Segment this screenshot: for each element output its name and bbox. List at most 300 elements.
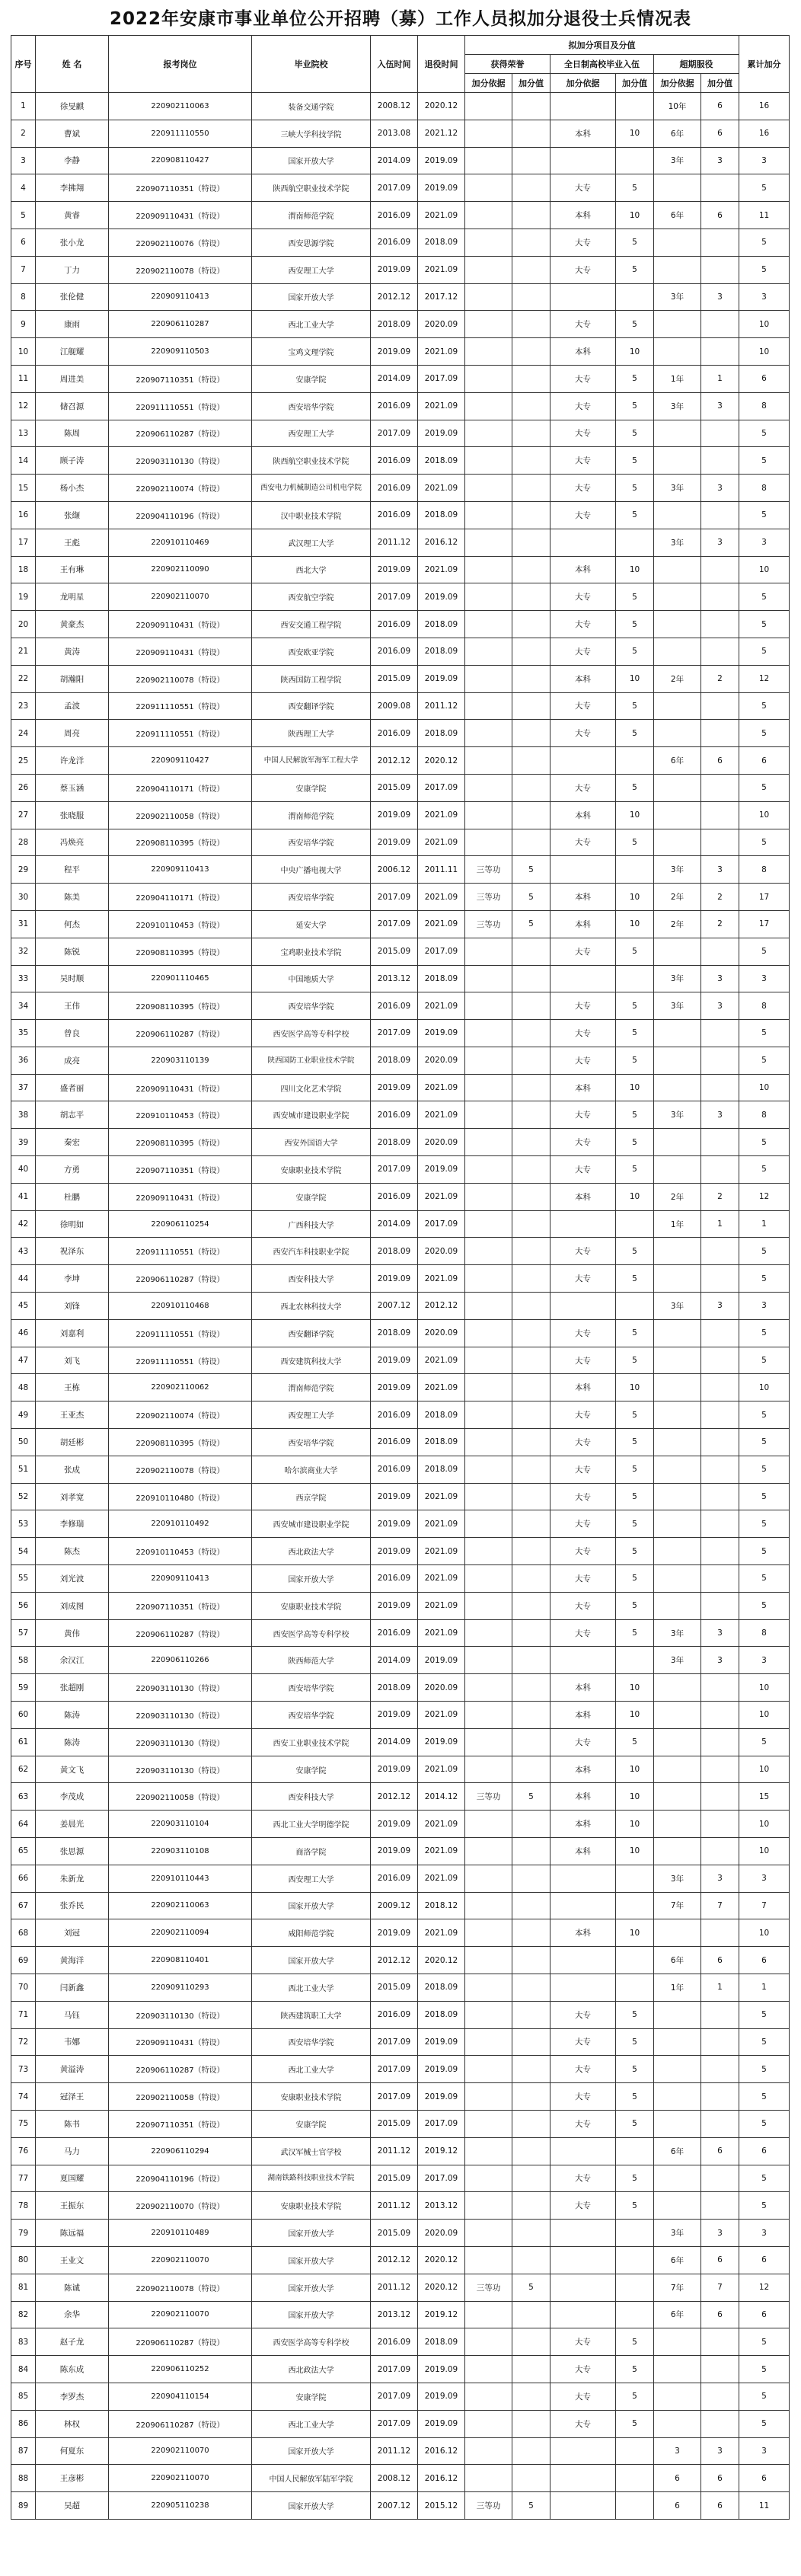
row-school: 陕西国防工业职业技术学院 <box>252 1047 371 1074</box>
row-award-value <box>512 1865 550 1892</box>
row-edu-basis: 大专 <box>550 692 616 720</box>
row-name: 张伦健 <box>36 283 109 311</box>
row-enlist: 2019.09 <box>371 1811 418 1838</box>
row-total: 5 <box>739 229 790 256</box>
row-app-no: 220908110401 <box>109 1947 252 1974</box>
table-row <box>11 665 790 692</box>
row-name: 李茂成 <box>36 1783 109 1811</box>
row-service-basis: 3年 <box>654 856 701 884</box>
table-row <box>11 611 790 638</box>
row-service-value: 6 <box>701 93 739 120</box>
row-school: 西北工业大学 <box>252 311 371 338</box>
row-total: 5 <box>739 1347 790 1374</box>
row-edu-value: 5 <box>616 2192 654 2220</box>
row-service-value: 3 <box>701 1865 739 1892</box>
row-edu-value: 5 <box>616 638 654 665</box>
row-edu-value: 5 <box>616 692 654 720</box>
row-edu-basis <box>550 283 616 311</box>
row-award-value <box>512 1347 550 1374</box>
row-school: 咸阳师范学院 <box>252 1919 371 1947</box>
row-award-basis <box>465 1074 512 1101</box>
row-edu-value: 5 <box>616 2110 654 2137</box>
row-name: 祝泽东 <box>36 1238 109 1265</box>
row-enlist: 2011.12 <box>371 2437 418 2465</box>
row-award-value <box>512 2001 550 2028</box>
row-name: 成亮 <box>36 1047 109 1074</box>
row-no: 27 <box>11 801 36 829</box>
row-no: 85 <box>11 2383 36 2410</box>
row-award-basis <box>465 1538 512 1565</box>
row-service-value: 3 <box>701 1619 739 1647</box>
row-total: 5 <box>739 774 790 801</box>
row-service-value <box>701 2001 739 2028</box>
row-enlist: 2017.09 <box>371 2056 418 2083</box>
row-total: 1 <box>739 1974 790 2001</box>
row-award-basis <box>465 1265 512 1293</box>
row-total: 5 <box>739 501 790 529</box>
row-app-no: 220910110453（特设） <box>109 910 252 938</box>
row-service-basis <box>654 1728 701 1756</box>
row-total: 5 <box>739 1047 790 1074</box>
row-total: 5 <box>739 938 790 965</box>
row-service-value: 3 <box>701 147 739 174</box>
table-row <box>11 2383 790 2410</box>
table-row <box>11 2274 790 2301</box>
row-name: 张思源 <box>36 1838 109 1865</box>
row-app-no: 220906110287（特设） <box>109 1619 252 1647</box>
row-app-no: 220907110351（特设） <box>109 1592 252 1619</box>
row-app-no: 220906110287（特设） <box>109 1265 252 1293</box>
row-edu-value: 10 <box>616 120 654 147</box>
table-row <box>11 2328 790 2356</box>
row-retire: 2018.09 <box>418 720 465 747</box>
row-service-value: 3 <box>701 2437 739 2465</box>
row-total: 6 <box>739 2301 790 2328</box>
row-service-value: 6 <box>701 2492 739 2520</box>
row-edu-value <box>616 1974 654 2001</box>
row-app-no: 220908110395（特设） <box>109 938 252 965</box>
table-row <box>11 1238 790 1265</box>
table-row <box>11 1647 790 1674</box>
row-school: 汉中职业技术学院 <box>252 501 371 529</box>
table-row <box>11 2492 790 2520</box>
row-enlist: 2015.09 <box>371 2165 418 2192</box>
row-name: 孟波 <box>36 692 109 720</box>
row-service-basis <box>654 1483 701 1510</box>
row-school: 西安科技大学 <box>252 1265 371 1293</box>
row-service-basis <box>654 1811 701 1838</box>
row-service-basis <box>654 938 701 965</box>
row-service-value <box>701 938 739 965</box>
row-name: 马力 <box>36 2137 109 2165</box>
row-enlist: 2007.12 <box>371 2492 418 2520</box>
row-total: 5 <box>739 256 790 283</box>
table-row <box>11 229 790 256</box>
row-retire: 2019.09 <box>418 1020 465 1047</box>
table-row <box>11 2246 790 2274</box>
row-award-value <box>512 1892 550 1919</box>
row-edu-basis: 大专 <box>550 992 616 1020</box>
row-award-value <box>512 2410 550 2437</box>
row-award-value <box>512 501 550 529</box>
row-total: 10 <box>739 1756 790 1783</box>
row-award-value <box>512 529 550 556</box>
row-no: 59 <box>11 1674 36 1702</box>
row-name: 张成 <box>36 1456 109 1483</box>
row-edu-basis: 大专 <box>550 583 616 611</box>
row-school: 中国人民解放军海军工程大学 <box>252 747 371 775</box>
row-app-no: 220903110104 <box>109 1811 252 1838</box>
row-award-basis <box>465 556 512 583</box>
row-service-basis <box>654 1674 701 1702</box>
row-enlist: 2014.09 <box>371 1210 418 1238</box>
row-service-basis <box>654 1838 701 1865</box>
table-row <box>11 1374 790 1401</box>
row-service-basis <box>654 1919 701 1947</box>
row-retire: 2017.09 <box>418 2165 465 2192</box>
row-school: 西安交通工程学院 <box>252 611 371 638</box>
table-row <box>11 1811 790 1838</box>
row-service-basis <box>654 2110 701 2137</box>
row-service-basis: 6年 <box>654 1947 701 1974</box>
row-app-no: 220910110443 <box>109 1865 252 1892</box>
row-service-basis: 2年 <box>654 665 701 692</box>
row-service-basis <box>654 2192 701 2220</box>
row-service-basis <box>654 2383 701 2410</box>
row-edu-value: 10 <box>616 338 654 366</box>
row-service-basis <box>654 420 701 447</box>
row-service-basis <box>654 2165 701 2192</box>
row-app-no: 220907110351（特设） <box>109 1156 252 1184</box>
row-name: 秦宏 <box>36 1129 109 1156</box>
row-service-basis: 3年 <box>654 475 701 502</box>
row-total: 6 <box>739 2465 790 2492</box>
row-edu-value: 5 <box>616 2328 654 2356</box>
row-award-value <box>512 1565 550 1593</box>
row-school: 西安培华学院 <box>252 884 371 911</box>
row-retire: 2021.09 <box>418 1919 465 1947</box>
row-edu-basis <box>550 1210 616 1238</box>
row-service-value: 3 <box>701 965 739 992</box>
row-edu-basis <box>550 2246 616 2274</box>
row-award-basis <box>465 1129 512 1156</box>
row-service-value <box>701 829 739 856</box>
row-no: 31 <box>11 910 36 938</box>
row-school: 安康职业技术学院 <box>252 1156 371 1184</box>
row-total: 5 <box>739 2410 790 2437</box>
row-name: 王彦彬 <box>36 2465 109 2492</box>
row-service-value: 2 <box>701 1183 739 1210</box>
row-name: 陈远福 <box>36 2220 109 2247</box>
row-service-basis <box>654 1074 701 1101</box>
row-app-no: 220907110351（特设） <box>109 2110 252 2137</box>
row-total: 5 <box>739 420 790 447</box>
row-name: 顾子涛 <box>36 447 109 475</box>
row-edu-basis <box>550 1892 616 1919</box>
row-school: 国家开放大学 <box>252 2220 371 2247</box>
row-edu-basis: 本科 <box>550 1183 616 1210</box>
row-service-value: 6 <box>701 747 739 775</box>
row-no: 79 <box>11 2220 36 2247</box>
row-service-value <box>701 1374 739 1401</box>
row-service-value: 6 <box>701 202 739 229</box>
row-award-basis <box>465 1728 512 1756</box>
row-service-value <box>701 1238 739 1265</box>
row-total: 5 <box>739 1156 790 1184</box>
table-row <box>11 2137 790 2165</box>
row-no: 83 <box>11 2328 36 2356</box>
row-app-no: 220903110130（特设） <box>109 447 252 475</box>
row-award-value <box>512 120 550 147</box>
row-enlist: 2016.09 <box>371 720 418 747</box>
row-no: 25 <box>11 747 36 775</box>
row-edu-basis: 本科 <box>550 338 616 366</box>
row-enlist: 2014.09 <box>371 365 418 392</box>
table-row <box>11 2220 790 2247</box>
row-edu-basis: 大专 <box>550 1265 616 1293</box>
row-edu-basis: 大专 <box>550 2410 616 2437</box>
row-no: 12 <box>11 392 36 420</box>
row-total: 5 <box>739 174 790 202</box>
row-app-no: 220908110395（特设） <box>109 829 252 856</box>
row-school: 安康学院 <box>252 2383 371 2410</box>
row-edu-value <box>616 1892 654 1919</box>
row-retire: 2019.12 <box>418 2301 465 2328</box>
row-service-value <box>701 1783 739 1811</box>
row-app-no: 220904110196（特设） <box>109 2165 252 2192</box>
row-retire: 2019.09 <box>418 1647 465 1674</box>
row-no: 66 <box>11 1865 36 1892</box>
row-no: 82 <box>11 2301 36 2328</box>
row-app-no: 220906110287（特设） <box>109 1020 252 1047</box>
row-edu-value <box>616 93 654 120</box>
row-service-value <box>701 1538 739 1565</box>
row-name: 王栋 <box>36 1374 109 1401</box>
row-enlist: 2014.09 <box>371 1647 418 1674</box>
row-service-value <box>701 447 739 475</box>
row-retire: 2021.09 <box>418 801 465 829</box>
row-service-basis <box>654 311 701 338</box>
row-edu-basis: 大专 <box>550 1047 616 1074</box>
row-retire: 2019.09 <box>418 665 465 692</box>
row-edu-basis: 本科 <box>550 1074 616 1101</box>
row-award-value <box>512 2465 550 2492</box>
table-row <box>11 1974 790 2001</box>
row-name: 蔡玉涵 <box>36 774 109 801</box>
row-app-no: 220903110130（特设） <box>109 1756 252 1783</box>
row-no: 13 <box>11 420 36 447</box>
row-edu-value <box>616 2301 654 2328</box>
row-retire: 2021.09 <box>418 202 465 229</box>
row-name: 余华 <box>36 2301 109 2328</box>
row-edu-value: 10 <box>616 1074 654 1101</box>
row-service-basis <box>654 1265 701 1293</box>
row-retire: 2017.09 <box>418 774 465 801</box>
row-total: 5 <box>739 1401 790 1429</box>
row-total: 8 <box>739 1619 790 1647</box>
row-award-value <box>512 611 550 638</box>
row-award-value <box>512 256 550 283</box>
row-enlist: 2017.09 <box>371 2028 418 2056</box>
row-edu-value: 5 <box>616 311 654 338</box>
row-total: 5 <box>739 1565 790 1593</box>
row-edu-basis: 本科 <box>550 884 616 911</box>
row-no: 42 <box>11 1210 36 1238</box>
row-service-value: 3 <box>701 283 739 311</box>
row-edu-value: 10 <box>616 910 654 938</box>
row-edu-value: 10 <box>616 1811 654 1838</box>
row-retire: 2021.09 <box>418 1838 465 1865</box>
row-name: 徐明如 <box>36 1210 109 1238</box>
row-app-no: 220902110070 <box>109 2465 252 2492</box>
row-service-basis <box>654 829 701 856</box>
row-edu-value <box>616 2465 654 2492</box>
row-app-no: 220902110070 <box>109 2437 252 2465</box>
row-school: 武汉军械士官学校 <box>252 2137 371 2165</box>
row-retire: 2018.09 <box>418 638 465 665</box>
row-school: 西安电力机械制造公司机电学院 <box>252 475 371 502</box>
row-total: 8 <box>739 856 790 884</box>
row-edu-value: 10 <box>616 884 654 911</box>
row-name: 余汉江 <box>36 1647 109 1674</box>
row-service-value <box>701 338 739 366</box>
row-service-value <box>701 1728 739 1756</box>
row-total: 5 <box>739 2056 790 2083</box>
row-no: 74 <box>11 2083 36 2111</box>
row-app-no: 220902110076（特设） <box>109 229 252 256</box>
row-name: 周进美 <box>36 365 109 392</box>
row-award-value <box>512 1020 550 1047</box>
row-service-basis <box>654 1756 701 1783</box>
row-app-no: 220910110492 <box>109 1510 252 1538</box>
row-school: 国家开放大学 <box>252 2301 371 2328</box>
table-row <box>11 2056 790 2083</box>
row-service-value <box>701 2410 739 2437</box>
row-award-value <box>512 1728 550 1756</box>
row-service-value <box>701 720 739 747</box>
row-school: 宝鸡文理学院 <box>252 338 371 366</box>
row-edu-basis: 本科 <box>550 556 616 583</box>
row-edu-value: 5 <box>616 475 654 502</box>
row-service-basis <box>654 2083 701 2111</box>
row-award-basis: 三等功 <box>465 1783 512 1811</box>
row-service-basis <box>654 1347 701 1374</box>
row-edu-basis: 大专 <box>550 420 616 447</box>
row-total: 5 <box>739 2383 790 2410</box>
row-enlist: 2016.09 <box>371 202 418 229</box>
row-total: 11 <box>739 202 790 229</box>
row-retire: 2015.12 <box>418 2492 465 2520</box>
row-edu-value: 5 <box>616 583 654 611</box>
row-edu-value: 5 <box>616 1565 654 1593</box>
row-no: 33 <box>11 965 36 992</box>
row-app-no: 220902110078（特设） <box>109 665 252 692</box>
row-award-value <box>512 2165 550 2192</box>
row-service-basis: 3年 <box>654 283 701 311</box>
table-row <box>11 1429 790 1456</box>
row-service-basis: 6年 <box>654 2246 701 2274</box>
row-name: 胡志平 <box>36 1101 109 1129</box>
row-total: 12 <box>739 2274 790 2301</box>
row-edu-value: 5 <box>616 1728 654 1756</box>
row-edu-value: 5 <box>616 2056 654 2083</box>
row-enlist: 2019.09 <box>371 338 418 366</box>
row-service-value: 2 <box>701 665 739 692</box>
row-name: 黄睿 <box>36 202 109 229</box>
row-no: 20 <box>11 611 36 638</box>
row-award-value <box>512 801 550 829</box>
row-name: 陈锐 <box>36 938 109 965</box>
row-school: 西北政法大学 <box>252 2356 371 2383</box>
row-award-value <box>512 556 550 583</box>
row-app-no: 220911110550 <box>109 120 252 147</box>
row-name: 赵子龙 <box>36 2328 109 2356</box>
row-school: 安康职业技术学院 <box>252 2192 371 2220</box>
table-row <box>11 93 790 120</box>
row-enlist: 2019.09 <box>371 1483 418 1510</box>
row-retire: 2020.09 <box>418 1047 465 1074</box>
row-total: 10 <box>739 1838 790 1865</box>
row-app-no: 220910110469 <box>109 529 252 556</box>
row-service-value: 3 <box>701 2220 739 2247</box>
row-edu-basis: 大专 <box>550 1483 616 1510</box>
row-app-no: 220906110266 <box>109 1647 252 1674</box>
row-retire: 2018.09 <box>418 501 465 529</box>
row-enlist: 2017.09 <box>371 2383 418 2410</box>
table-row <box>11 1347 790 1374</box>
row-edu-basis: 大专 <box>550 1347 616 1374</box>
row-school: 国家开放大学 <box>252 1565 371 1593</box>
row-edu-value: 10 <box>616 665 654 692</box>
row-edu-basis: 大专 <box>550 1020 616 1047</box>
row-no: 24 <box>11 720 36 747</box>
table-row <box>11 529 790 556</box>
row-service-basis: 6年 <box>654 120 701 147</box>
row-retire: 2011.12 <box>418 692 465 720</box>
row-service-value <box>701 229 739 256</box>
row-enlist: 2011.12 <box>371 2192 418 2220</box>
row-enlist: 2006.12 <box>371 856 418 884</box>
row-total: 5 <box>739 1592 790 1619</box>
row-retire: 2021.09 <box>418 1811 465 1838</box>
row-service-basis: 7年 <box>654 2274 701 2301</box>
row-award-value <box>512 720 550 747</box>
row-app-no: 220909110431（特设） <box>109 202 252 229</box>
row-retire: 2018.09 <box>418 1456 465 1483</box>
row-award-value <box>512 174 550 202</box>
row-app-no: 220903110130（特设） <box>109 1728 252 1756</box>
row-app-no: 220902110094 <box>109 1919 252 1947</box>
row-award-basis <box>465 2328 512 2356</box>
row-enlist: 2012.12 <box>371 747 418 775</box>
row-enlist: 2019.09 <box>371 1347 418 1374</box>
row-award-basis <box>465 501 512 529</box>
row-enlist: 2016.09 <box>371 1183 418 1210</box>
row-edu-basis <box>550 1947 616 1974</box>
row-service-basis <box>654 1374 701 1401</box>
row-app-no: 220911110551（特设） <box>109 1347 252 1374</box>
row-award-basis <box>465 1210 512 1238</box>
row-enlist: 2012.12 <box>371 1783 418 1811</box>
row-name: 王振东 <box>36 2192 109 2220</box>
row-no: 43 <box>11 1238 36 1265</box>
row-name: 吴时顺 <box>36 965 109 992</box>
row-no: 54 <box>11 1538 36 1565</box>
row-award-value <box>512 583 550 611</box>
row-award-value <box>512 1483 550 1510</box>
row-service-value: 3 <box>701 992 739 1020</box>
row-retire: 2019.09 <box>418 2028 465 2056</box>
